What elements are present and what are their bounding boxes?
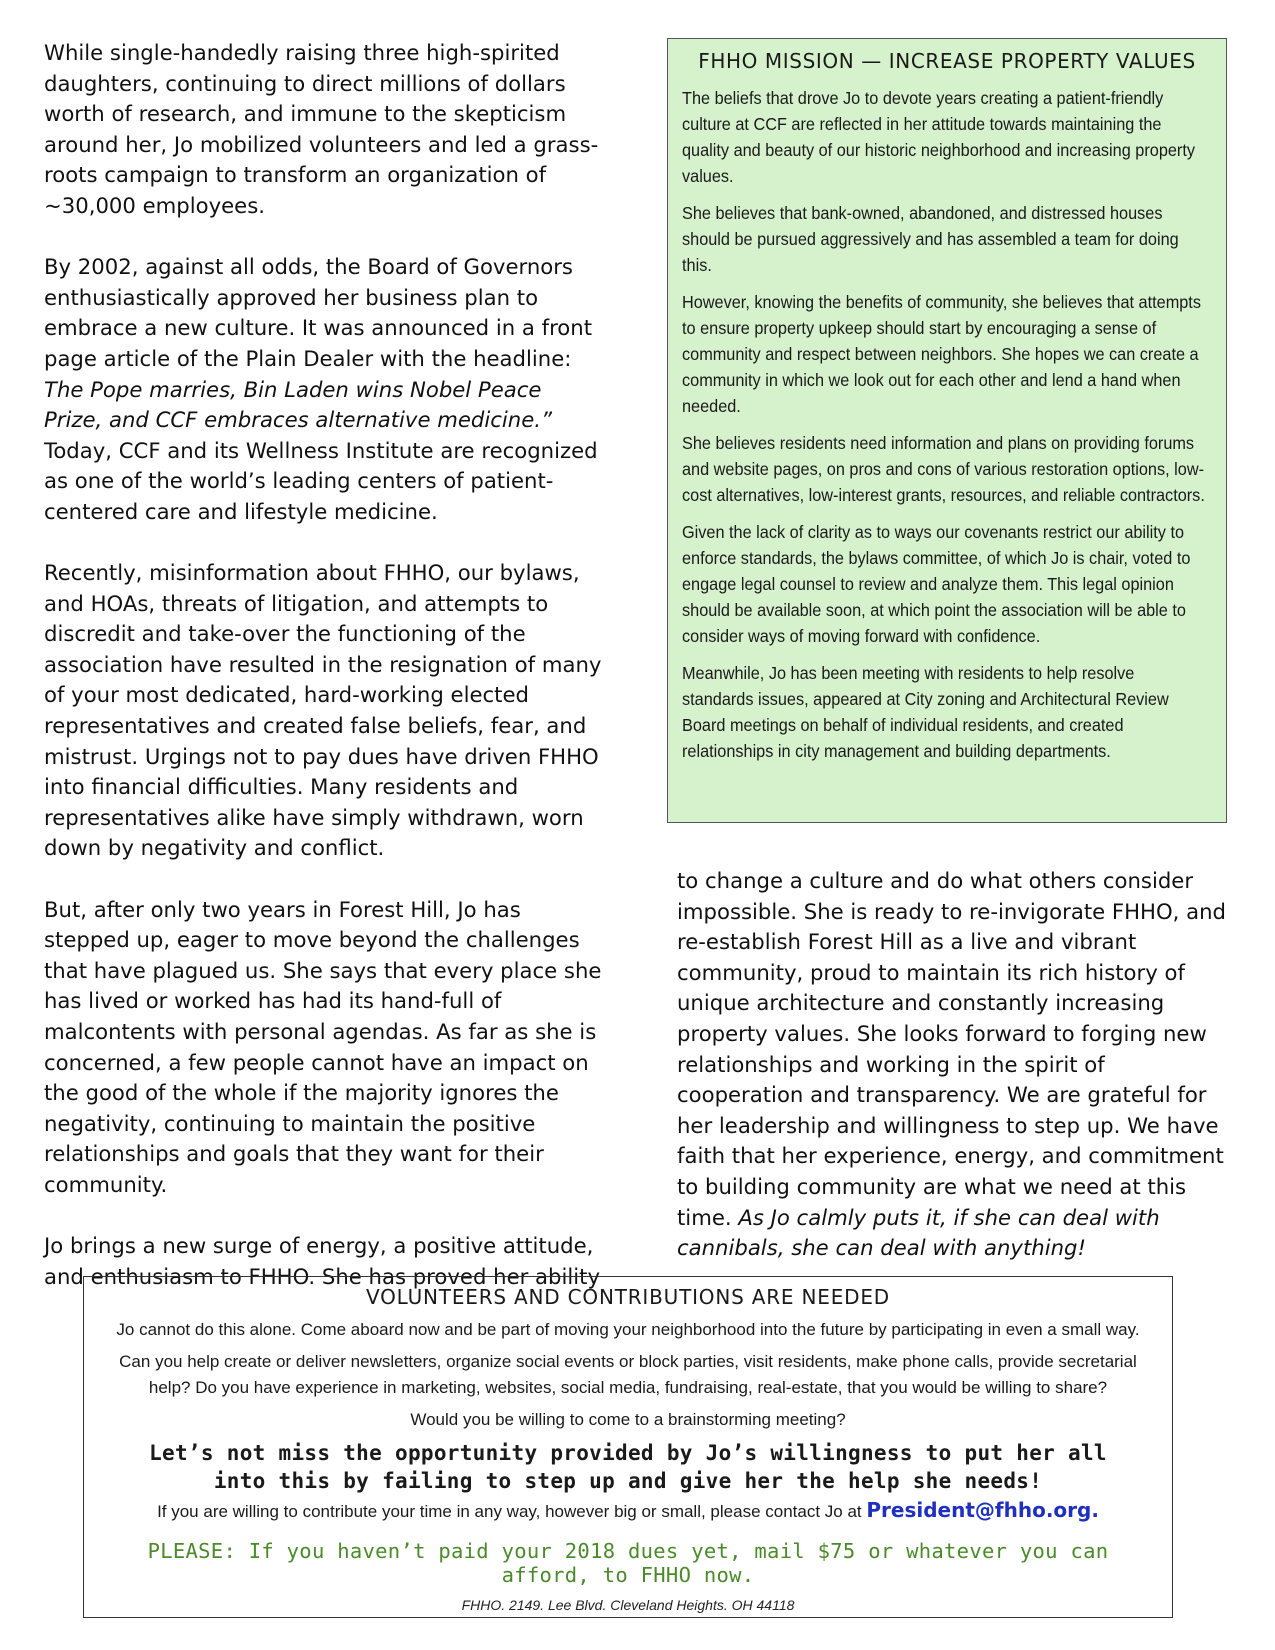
contact-line — [102, 1497, 1154, 1525]
mission-paragraph: Meanwhile, Jo has been meeting with residents to help resolve standards issues, appeared at City zoning and Architectural Review Board meetings on behalf of individual residents, and created relationships in city management and building departments. — [682, 663, 1169, 761]
mission-paragraph: The beliefs that drove Jo to devote years creating a patient-friendly culture at CCF are reflected in her attitude towards maintaining the quality and beauty of our historic neighborhood and increasing property values. — [682, 88, 1195, 186]
article-paragraph: Jo brings a new surge of energy, a positive attitude, and enthusiasm to FHHO. She has proved her ability — [44, 1233, 600, 1289]
article-paragraph: Recently, misinformation about FHHO, our bylaws, and HOAs, threats of litigation, and attempts to discredit and take-over the functioning of the association have resulted in the resignation of many of your most dedicated, hard-working elected representatives and created false beliefs, fear, and mistrust. Urgings not to pay dues have driven FHHO into financial difficulties. Many residents and representatives alike have simply withdrawn, worn down by negativity and conflict. — [44, 560, 602, 861]
article-text: By 2002, against all odds, the Board of Governors enthusiastically approved her business plan to embrace a new culture. It was announced in a front page article of the Plain Dealer with the headline: — [44, 254, 593, 371]
article-text: Today, CCF and its Wellness Institute are recognized as one of the world’s leading centers of patient-centered care and lifestyle medicine. — [44, 437, 598, 524]
volunteers-line: Would you be willing to come to a brainstorming meeting? — [410, 1410, 846, 1429]
volunteers-box — [83, 1276, 1173, 1618]
volunteers-line: Jo cannot do this alone. Come aboard now and be part of moving your neighborhood into the future by participating in even a small way. — [116, 1320, 1140, 1339]
left-column-article — [44, 38, 604, 1323]
contact-text: If you are willing to contribute your time in any way, however big or small, please contact Jo at — [157, 1502, 867, 1521]
mission-paragraph: However, knowing the benefits of community, she believes that attempts to ensure property upkeep should start by encouraging a sense of community and respect between neighbors. She hopes we can create a community in which we look out for each other and lend a hand when needed. — [682, 292, 1201, 416]
article-paragraph — [44, 252, 604, 527]
dues-reminder: PLEASE: If you haven’t paid your 2018 dues yet, mail $75 or whatever you can afford, to FHHO now. — [147, 1539, 1109, 1587]
volunteers-line: Can you help create or deliver newsletters, organize social events or block parties, visit residents, make phone calls, provide secretarial help? Do you have experience in marketing, websites, social media, fundraising, real-estate, that you would be willing to share? — [119, 1352, 1137, 1397]
article-paragraph — [677, 866, 1237, 1264]
contact-email-link[interactable]: President@fhho.org. — [866, 1498, 1099, 1522]
volunteers-title: VOLUNTEERS AND CONTRIBUTIONS ARE NEEDED — [365, 1285, 890, 1309]
closing-quote: As Jo calmly puts it, if she can deal with cannibals, she can deal with anything! — [677, 1204, 1160, 1261]
article-paragraph: But, after only two years in Forest Hill, Jo has stepped up, eager to move beyond the challenges that have plagued us. She says that every place she has lived or worked has had its hand-full of malcontents with personal agendas. As far as she is concerned, a few people cannot have an impact on the good of the whole if the majority ignores the negativity, continuing to maintain the positive relationships and goals that they want for their community. — [44, 896, 602, 1197]
mission-paragraph: She believes that bank-owned, abandoned, and distressed houses should be pursued aggressively and has assembled a team for doing this. — [682, 203, 1179, 275]
volunteers-callout: Let’s not miss the opportunity provided by Jo’s willingness to put her all into this by failing to step up and give her the help she needs! — [149, 1441, 1107, 1493]
mission-title: FHHO MISSION — INCREASE PROPERTY VALUES — [698, 49, 1196, 73]
article-paragraph: While single-handedly raising three high-spirited daughters, continuing to direct millions of dollars worth of research, and immune to the skepticism around her, Jo mobilized volunteers and led a grass-roots campaign to transform an organization of ~30,000 employees. — [44, 40, 599, 218]
mission-paragraph: She believes residents need information and plans on providing forums and website pages, on pros and cons of various restoration options, low-cost alternatives, low-interest grants, resources, and reliable contractors. — [682, 433, 1205, 505]
right-column-article — [677, 866, 1237, 1264]
mission-paragraph: Given the lack of clarity as to ways our covenants restrict our ability to enforce standards, the bylaws committee, of which Jo is chair, voted to engage legal counsel to review and analyze them. This legal opinion should be available soon, at which point the association will be able to consider ways of moving forward with confidence. — [682, 522, 1191, 646]
article-text: to change a culture and do what others consider impossible. She is ready to re-invigorate FHHO, and re-establish Forest Hill as a live and vibrant community, proud to maintain its rich history of unique architecture and constantly increasing property values. She looks forward to forging new relationships and working in the spirit of cooperation and transparency. We are grateful for her leadership and willingness to step up. We have faith that her experience, energy, and commitment to building community are what we need at this time. — [677, 868, 1226, 1230]
mailing-address: FHHO. 2149. Lee Blvd. Cleveland Heights. OH 44118 — [461, 1597, 795, 1613]
mission-box — [667, 38, 1227, 823]
headline-quote: The Pope marries, Bin Laden wins Nobel Peace Prize, and CCF embraces alternative medicine.” — [44, 376, 552, 433]
